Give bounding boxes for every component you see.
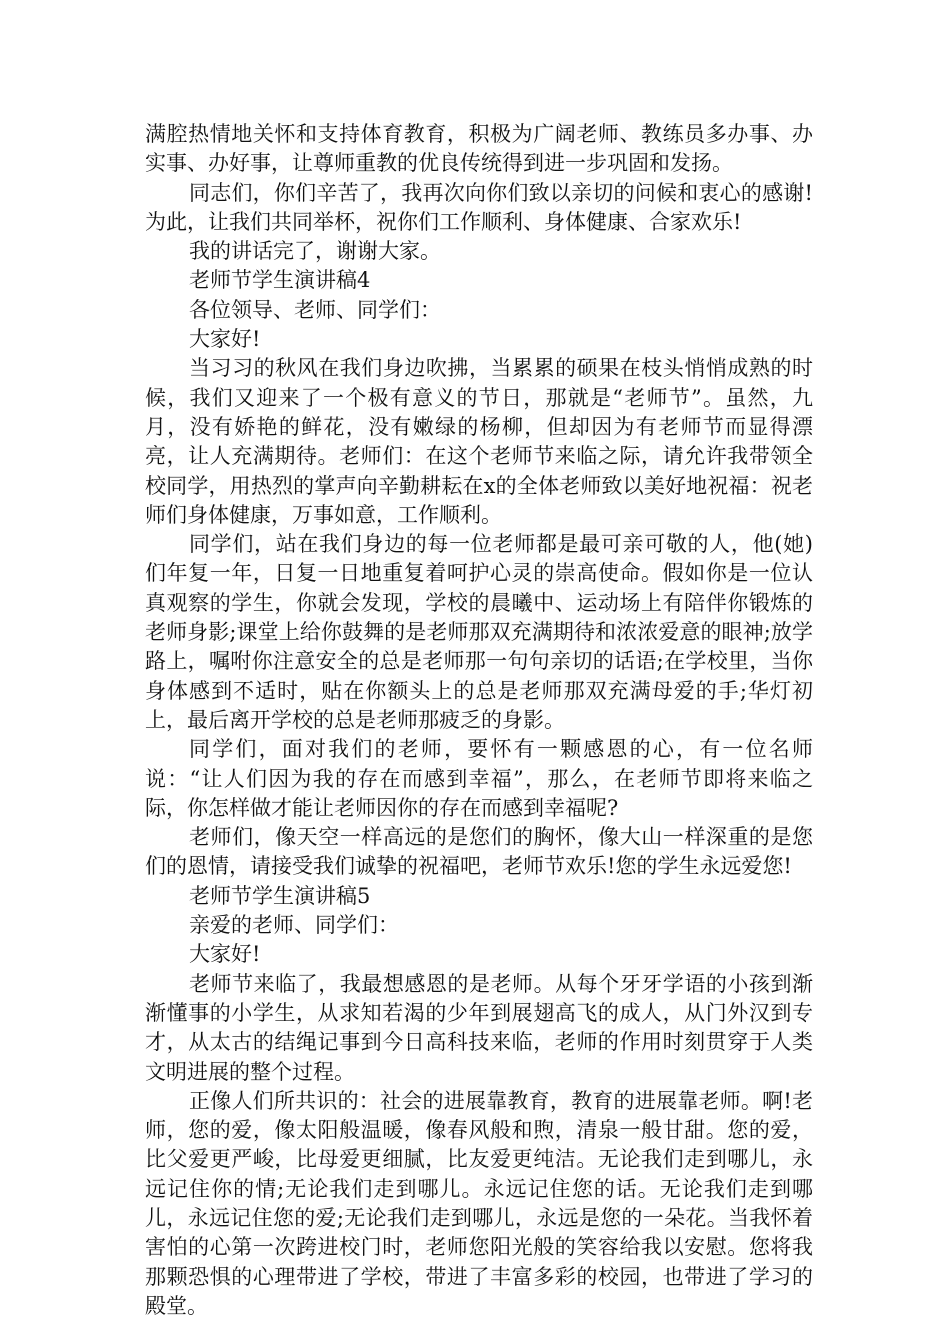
salutation: 各位领导、老师、同学们：	[189, 297, 441, 322]
greeting: 大家好!	[189, 327, 261, 352]
section-heading: 老师节学生演讲稿5	[189, 883, 371, 908]
paragraph: 同志们，你们辛苦了，我再次向你们致以亲切的问候和衷心的感谢!为此，让我们共同举杯，祝你们工作顺利、身体健康、合家欢乐!	[145, 180, 813, 234]
paragraph: 我的讲话完了，谢谢大家。	[189, 239, 441, 264]
section-heading: 老师节学生演讲稿4	[189, 268, 371, 293]
paragraph: 当习习的秋风在我们身边吹拂，当累累的硕果在枝头悄悄成熟的时候，我们又迎来了一个极有意义的节日，那就是“老师节”。虽然，九月，没有娇艳的鲜花，没有嫩绿的杨柳，但却因为有老师节而显得漂亮，让人充满期待。老师们：在这个老师节来临之际，请允许我带领全校同学，用热烈的掌声向辛勤耕耘在x的全体老师致以美好地祝福：祝老师们身体健康，万事如意，工作顺利。	[145, 356, 813, 527]
greeting: 大家好!	[189, 942, 261, 967]
paragraph: 同学们，面对我们的老师，要怀有一颗感恩的心，有一位名师说：“让人们因为我的存在而感到幸福”，那么，在老师节即将来临之际，你怎样做才能让老师因你的存在而感到幸福呢?	[145, 737, 813, 820]
paragraph: 老师节来临了，我最想感恩的是老师。从每个牙牙学语的小孩到渐渐懂事的小学生，从求知若渴的少年到展翅高飞的成人，从门外汉到专才，从太古的结绳记事到今日高科技来临，老师的作用时刻贯穿于人类文明进展的整个过程。	[145, 971, 813, 1084]
salutation: 亲爱的老师、同学们：	[189, 913, 399, 938]
paragraph: 同学们，站在我们身边的每一位老师都是最可亲可敬的人，他(她)们年复一年，日复一日地重复着呵护心灵的崇高使命。假如你是一位认真观察的学生，你就会发现，学校的晨曦中、运动场上有陪伴你锻炼的老师身影;课堂上给你鼓舞的是老师那双充满期待和浓浓爱意的眼神;放学路上，嘱咐你注意安全的总是老师那一句句亲切的话语;在学校里，当你身体感到不适时，贴在你额头上的总是老师那双充满母爱的手;华灯初上，最后离开学校的总是老师那疲乏的身影。	[145, 532, 813, 732]
paragraph: 满腔热情地关怀和支持体育教育，积极为广阔老师、教练员多办事、办实事、办好事，让尊师重教的优良传统得到进一步巩固和发扬。	[145, 122, 813, 176]
paragraph: 老师们，像天空一样高远的是您们的胸怀，像大山一样深重的是您们的恩情，请接受我们诚挚的祝福吧，老师节欢乐!您的学生永远爱您!	[145, 825, 813, 879]
document-body	[145, 120, 813, 1321]
paragraph: 正像人们所共识的：社会的进展靠教育，教育的进展靠老师。啊!老师，您的爱，像太阳般温暖，像春风般和煦，清泉一般甘甜。您的爱，比父爱更严峻，比母爱更细腻，比友爱更纯洁。无论我们走到哪儿，永远记住你的情;无论我们走到哪儿。永远记住您的话。无论我们走到哪儿，永远记住您的爱;无论我们走到哪儿，永远是您的一朵花。当我怀着害怕的心第一次跨进校门时，老师您阳光般的笑容给我以安慰。您将我那颗恐惧的心理带进了学校，带进了丰富多彩的校园，也带进了学习的殿堂。	[145, 1088, 813, 1318]
